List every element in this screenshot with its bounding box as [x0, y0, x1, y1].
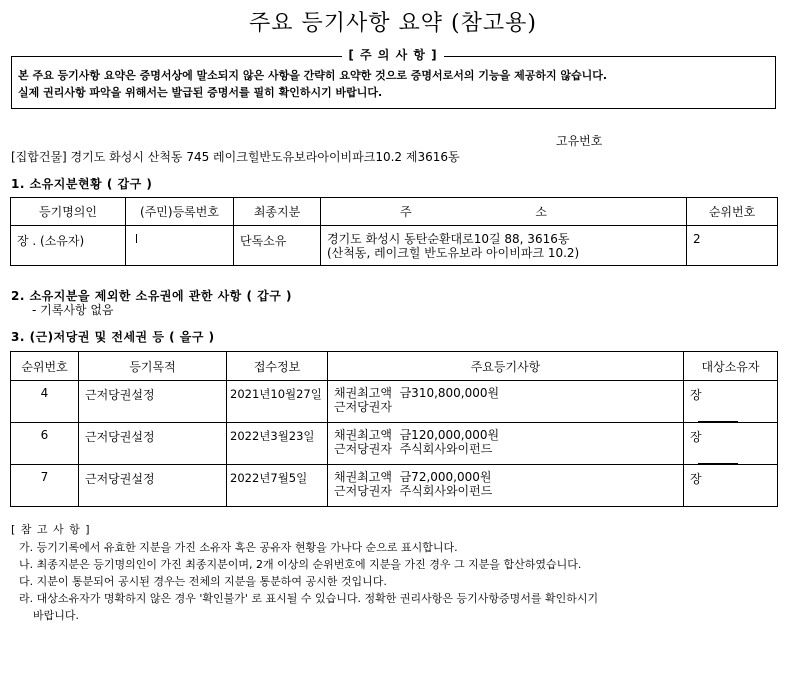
table-row	[11, 465, 778, 507]
mortgage-purpose: 근저당권설정	[79, 381, 227, 423]
mortgage-purpose: 근저당권설정	[79, 423, 227, 465]
owner-share: 단독소유	[234, 226, 321, 266]
mortgage-rank: 7	[11, 465, 79, 507]
owner-rank: 2	[687, 226, 778, 266]
table-row	[11, 423, 778, 465]
mortgage-owner: 장	[684, 381, 778, 423]
col-header-regno: (주민)등록번호	[126, 198, 234, 226]
col-header-receipt: 접수정보	[227, 352, 328, 381]
col-header-address: 주 소	[321, 198, 687, 226]
reference-item: 다. 지분이 통분되어 공시된 경우는 전체의 지분을 통분하여 공시한 것입니다.	[19, 575, 387, 588]
unique-number-label: 고유번호	[556, 134, 603, 148]
notice-line-1: 본 주요 등기사항 요약은 증명서상에 말소되지 않은 사항을 간략히 요약한 것으로 증명서로서의 기능을 제공하지 않습니다.	[18, 69, 608, 82]
divider	[698, 421, 738, 422]
divider	[698, 463, 738, 464]
table-row	[11, 226, 778, 266]
ownership-table	[10, 197, 778, 266]
col-header-share: 최종지분	[234, 198, 321, 226]
table-row	[11, 381, 778, 423]
mortgage-rank: 4	[11, 381, 79, 423]
owner-regno	[126, 226, 234, 266]
page-title: 주요 등기사항 요약 (참고용)	[249, 11, 537, 36]
mortgage-detail: 채권최고액 금120,000,000원 근저당권자 주식회사와이펀드	[328, 423, 684, 465]
reference-item: 나. 최종지분은 등기명의인이 가진 최종지분이며, 2개 이상의 순위번호에 지분을 가진 경우 그 지분을 합산하였습니다.	[19, 558, 582, 571]
section2-title: 2. 소유지분을 제외한 소유권에 관한 사항 ( 갑구 )	[11, 289, 292, 303]
owner-name: 장 . (소유자)	[11, 226, 126, 266]
mortgage-date: 2022년3월23일	[227, 423, 328, 465]
reference-item: 바랍니다.	[19, 609, 79, 622]
section1-title: 1. 소유지분현황 ( 갑구 )	[11, 177, 153, 191]
property-address: [집합건물] 경기도 화성시 산척동 745 레이크힐반도유보라아이비파크10.2 제3616동	[11, 150, 460, 164]
section2-content: - 기록사항 없음	[32, 303, 114, 317]
mortgage-detail: 채권최고액 금72,000,000원 근저당권자 주식회사와이펀드	[328, 465, 684, 507]
section3-title: 3. (근)저당권 및 전세권 등 ( 을구 )	[11, 330, 215, 344]
reference-heading: [ 참 고 사 항 ]	[11, 523, 91, 536]
reference-item: 라. 대상소유자가 명확하지 않은 경우 '확인불가' 로 표시될 수 있습니다. 정확한 권리사항은 등기사항증명서를 확인하시기	[19, 592, 599, 605]
col-header-name: 등기명의인	[11, 198, 126, 226]
mortgage-owner: 장	[684, 423, 778, 465]
mortgage-detail: 채권최고액 금310,800,000원 근저당권자	[328, 381, 684, 423]
mortgage-table	[10, 351, 778, 507]
notice-line-2: 실제 권리사항 파악을 위해서는 발급된 증명서를 필히 확인하시기 바랍니다.	[18, 86, 383, 99]
mortgage-purpose: 근저당권설정	[79, 465, 227, 507]
mortgage-owner: 장	[684, 465, 778, 507]
col-header-purpose: 등기목적	[79, 352, 227, 381]
col-header-rank: 순위번호	[11, 352, 79, 381]
col-header-detail: 주요등기사항	[328, 352, 684, 381]
reference-item: 가. 등기기록에서 유효한 지분을 가진 소유자 혹은 공유자 현황을 가나다 순으로 표시합니다.	[19, 541, 458, 554]
notice-text	[18, 67, 774, 101]
mortgage-rank: 6	[11, 423, 79, 465]
mortgage-date: 2021년10월27일	[227, 381, 328, 423]
notice-heading: [ 주 의 사 항 ]	[0, 46, 786, 63]
owner-address: 경기도 화성시 동탄순환대로10길 88, 3616동 (산척동, 레이크힐 반도유보라 아이비파크 10.2)	[321, 226, 687, 266]
col-header-owner: 대상소유자	[684, 352, 778, 381]
table-header-row	[11, 198, 778, 226]
mortgage-date: 2022년7월5일	[227, 465, 328, 507]
table-header-row	[11, 352, 778, 381]
col-header-rank: 순위번호	[687, 198, 778, 226]
